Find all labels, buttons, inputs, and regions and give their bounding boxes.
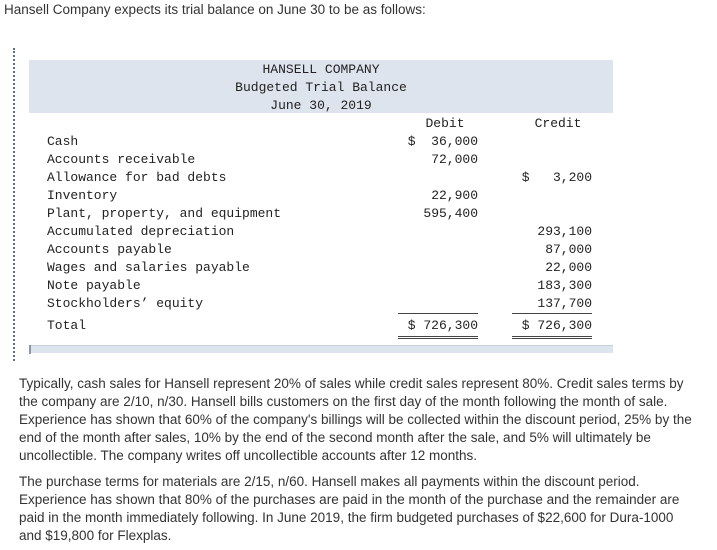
total-credit: $ 726,300 <box>521 318 592 333</box>
left-dotted-border <box>13 48 15 361</box>
account-name: Accounts receivable <box>47 152 196 167</box>
account-name: Accounts payable <box>47 242 172 257</box>
credit-double-rule-1 <box>512 336 592 337</box>
account-name: Plant, property, and equipment <box>47 206 282 221</box>
credit-amount: 87,000 <box>545 242 592 257</box>
credit-double-rule-2 <box>512 338 592 339</box>
debit-amount: 22,900 <box>431 188 478 203</box>
debit-double-rule-2 <box>398 338 478 339</box>
credit-amount: 183,300 <box>537 278 592 293</box>
debit-double-rule-1 <box>398 336 478 337</box>
company-name: HANSELL COMPANY <box>262 62 380 77</box>
total-debit: $ 726,300 <box>407 318 478 333</box>
debit-total-rule <box>398 313 478 314</box>
credit-header: Credit <box>534 116 582 131</box>
account-name: Inventory <box>47 188 118 203</box>
account-name: Allowance for bad debts <box>47 170 227 185</box>
account-name: Note payable <box>47 278 141 293</box>
footer-tick <box>29 345 31 354</box>
paragraph-purchases: The purchase terms for materials are 2/15, n/60. Hansell makes all payments within the discount period. Experience has shown that 80% of the purchases are paid in the month of the purchase and the remainder are paid in the month immediately following. In June 2019, the firm budgeted purchases of $22,600 for Dura-1000 and $19,800 for Flexplas. <box>19 474 680 543</box>
credit-total-rule <box>512 313 592 314</box>
paragraph-collections: Typically, cash sales for Hansell represent 20% of sales while credit sales represent 80%. Credit sales terms by the company are 2/10, n/30. Hansell bills customers on the first day of the month following the month of sale. Experience has shown that 60% of the company's billings will be collected within the discount period, 25% by the end of the month after sales, 10% by the end of the second month after the sale, and 5% will ultimately be uncollectible. The company writes off uncollectible accounts after 12 months. <box>19 376 692 463</box>
total-label: Total <box>47 318 87 333</box>
statement-title: Budgeted Trial Balance <box>235 80 407 95</box>
credit-amount: 22,000 <box>545 260 592 275</box>
account-name: Wages and salaries payable <box>47 260 250 275</box>
table-footer-band <box>29 345 613 353</box>
debit-amount: $ 36,000 <box>407 134 478 149</box>
account-name: Stockholders’ equity <box>47 296 204 311</box>
credit-amount: $ 3,200 <box>521 170 592 185</box>
statement-date: June 30, 2019 <box>270 98 372 113</box>
account-name: Cash <box>47 134 79 149</box>
credit-amount: 137,700 <box>537 296 592 311</box>
intro-text: Hansell Company expects its trial balance on June 30 to be as follows: <box>4 2 426 17</box>
debit-header: Debit <box>425 116 465 131</box>
credit-amount: 293,100 <box>537 224 592 239</box>
debit-amount: 595,400 <box>423 206 478 221</box>
debit-amount: 72,000 <box>431 152 478 167</box>
account-name: Accumulated depreciation <box>47 224 235 239</box>
